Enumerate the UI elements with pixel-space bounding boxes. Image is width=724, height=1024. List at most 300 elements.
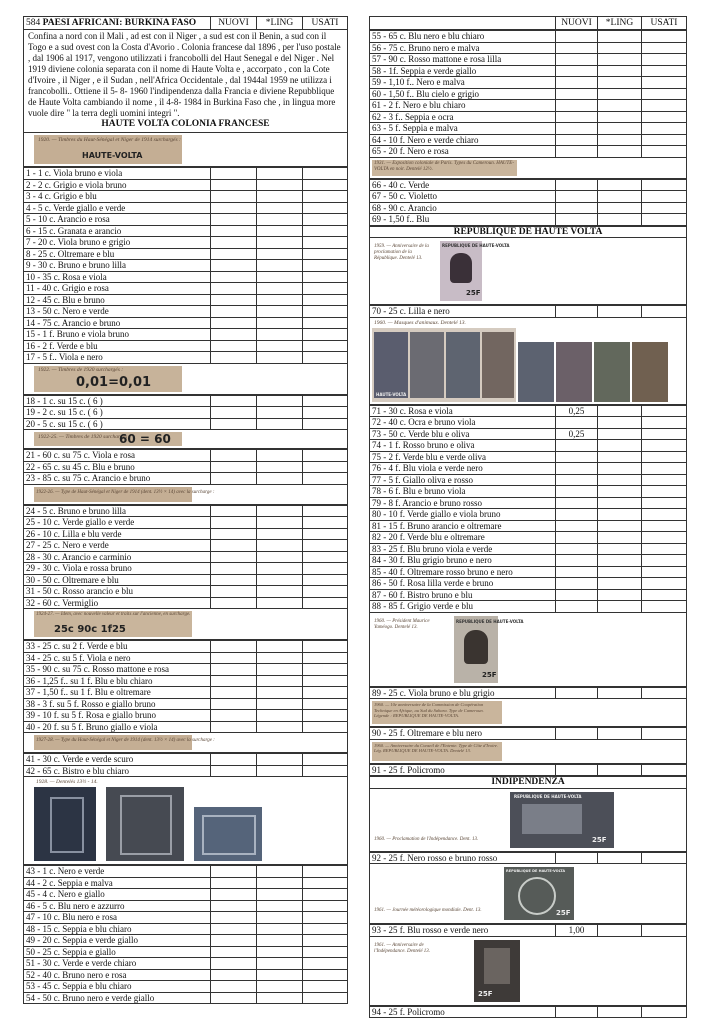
row-nuovi-cell (556, 88, 598, 100)
row-nuovi-cell (211, 473, 257, 485)
section-row-indipendenza (369, 776, 687, 789)
row-description: 15 - 1 f. Bruno e viola bruno (24, 329, 211, 341)
row-ling-cell (598, 555, 642, 567)
catalogue-row (370, 100, 687, 112)
row-ling-cell (257, 418, 303, 430)
row-description: 14 - 75 c. Arancio e bruno (24, 317, 211, 329)
row-usati-cell (303, 866, 348, 878)
stamp-label: HAUTE-VOLTA (376, 391, 407, 397)
row-nuovi-cell (211, 597, 257, 609)
row-ling-cell (598, 77, 642, 89)
row-nuovi-cell (556, 214, 598, 226)
stamp-caption: 1922-26. — Type de Haut-Sénégal et Niger de 1914 (dent. 13½ × 14) avec la surcharge : (36, 489, 215, 495)
left-column (23, 16, 348, 1004)
row-ling-cell (598, 509, 642, 521)
row-usati-cell (303, 260, 348, 272)
globe-shape (518, 877, 556, 915)
row-description: 52 - 40 c. Bruno nero e rosa (24, 969, 211, 981)
stamp-table-r6 (369, 727, 687, 740)
stamp-table-r7 (369, 764, 687, 777)
catalogue-row (24, 225, 348, 237)
row-nuovi-cell (556, 566, 598, 578)
section-title-colonia: HAUTE VOLTA COLONIA FRANCESE (101, 119, 270, 129)
row-description: 39 - 10 f. su 5 f. Rosa e giallo bruno (24, 710, 211, 722)
row-ling-cell (598, 65, 642, 77)
row-description: 63 - 5 f. Seppia e malva (370, 123, 556, 135)
row-usati-cell (303, 461, 348, 473)
row-nuovi-cell (211, 923, 257, 935)
intro-paragraph: Confina a nord con il Mali , ad est con il Niger , a sud est con il Benin, a sud con il Togo e a sud ovest con la Costa d'Avorio . Colonia francese dal 1896 , per l'uso postale , dal 1906 al 1917, vengono utilizzati i francobolli del Haut Senegal e del Niger . Nel 1919 diviene colonia separata con il nome di Haute Volta e , accorpato , con la Cote d'Ivoire , il Niger , e il Sudan , nell'Africa Occidentale , dal 1944al 1959 ne utilizza i francobolli.. Ottiene il 5- 8- 1960 l'indipendenza dalla Francia e diviene Repubblique de Haute Volta cambiando il nome , il 4-8- 1984 in Burkina Faso che , in lingua more vuole dire " la terra degli uomini integri ". (28, 31, 341, 118)
header-usati: USATI (642, 17, 687, 30)
row-description: 13 - 50 c. Nero e verde (24, 306, 211, 318)
row-description: 5 - 10 c. Arancio e rosa (24, 214, 211, 226)
row-nuovi-cell (211, 721, 257, 733)
stamp-image (440, 241, 510, 301)
catalogue-row (24, 563, 348, 575)
stamp-image-3 (194, 807, 262, 861)
row-description: 60 - 1,50 f.. Blu cielo e grigio (370, 88, 556, 100)
row-nuovi-cell (556, 520, 598, 532)
row-nuovi-cell (211, 395, 257, 407)
row-usati-cell (303, 551, 348, 563)
stamp-illustration-3 (23, 430, 348, 449)
row-usati-cell (642, 687, 687, 699)
row-description: 93 - 25 f. Blu rosso e verde nero (370, 925, 556, 937)
row-usati-cell (303, 237, 348, 249)
catalogue-row (24, 248, 348, 260)
stamp-caption: 1960. — Proclamation de l'Indépendance. Dent. 13. (374, 836, 479, 842)
flag-shape (484, 948, 510, 984)
row-description: 45 - 4 c. Nero e giallo (24, 889, 211, 901)
row-description: 1 - 1 c. Viola bruno e viola (24, 168, 211, 180)
row-description: 40 - 20 f. su 5 f. Bruno giallo e viola (24, 721, 211, 733)
row-usati-cell (303, 294, 348, 306)
row-ling-cell (598, 42, 642, 54)
stamp-table-r3 (369, 305, 687, 318)
row-ling-cell (598, 306, 642, 318)
row-nuovi-cell (556, 589, 598, 601)
row-ling-cell (257, 877, 303, 889)
row-description: 92 - 25 f. Nero rosso e bruno rosso (370, 852, 556, 864)
stamp-illustration-7 (23, 777, 348, 865)
row-usati-cell (642, 405, 687, 417)
row-nuovi-cell (211, 687, 257, 699)
catalogue-row (370, 728, 687, 740)
stamp-text: REPUBLIQUE DE HAUTE-VOLTA (514, 793, 582, 799)
row-usati-cell (642, 852, 687, 864)
row-usati-cell (642, 532, 687, 544)
row-nuovi-cell (211, 652, 257, 664)
catalogue-row (370, 509, 687, 521)
row-ling-cell (257, 574, 303, 586)
row-nuovi-cell (556, 687, 598, 699)
row-usati-cell (642, 417, 687, 429)
row-description: 55 - 65 c. Blu nero e blu chiaro (370, 31, 556, 43)
row-ling-cell (257, 306, 303, 318)
row-nuovi-cell (556, 417, 598, 429)
portrait (464, 630, 488, 664)
catalogue-row (24, 407, 348, 419)
row-usati-cell (303, 505, 348, 517)
page-title-cell (24, 17, 211, 30)
row-usati-cell (303, 992, 348, 1004)
catalogue-row (24, 179, 348, 191)
catalogue-row (24, 912, 348, 924)
catalogue-row (24, 551, 348, 563)
row-description: 17 - 5 f.. Viola e nero (24, 352, 211, 364)
row-ling-cell (257, 168, 303, 180)
row-description: 50 - 25 c. Seppia e giallo (24, 946, 211, 958)
catalogue-row (370, 601, 687, 613)
row-ling-cell (257, 710, 303, 722)
row-ling-cell (257, 866, 303, 878)
stamp-value: 25F (478, 989, 493, 998)
row-ling-cell (598, 179, 642, 191)
row-ling-cell (257, 664, 303, 676)
catalogue-row (370, 589, 687, 601)
stamp-image-2 (106, 787, 184, 861)
row-nuovi-cell (211, 168, 257, 180)
row-usati-cell (303, 946, 348, 958)
row-ling-cell (257, 923, 303, 935)
stamp-image (510, 792, 614, 848)
row-nuovi-cell (556, 440, 598, 452)
row-nuovi-cell (556, 532, 598, 544)
row-usati-cell (303, 877, 348, 889)
row-ling-cell (598, 543, 642, 555)
portrait (450, 253, 472, 283)
row-ling-cell (257, 946, 303, 958)
row-usati-cell (303, 586, 348, 598)
catalogue-row (24, 306, 348, 318)
row-ling-cell (598, 532, 642, 544)
row-usati-cell (642, 428, 687, 440)
row-usati-cell (642, 566, 687, 578)
catalogue-row (370, 179, 687, 191)
catalogue-row (24, 202, 348, 214)
row-nuovi-cell (211, 675, 257, 687)
catalogue-row (24, 935, 348, 947)
catalogue-row (24, 754, 348, 766)
row-description: 2 - 2 c. Grigio e viola bruno (24, 179, 211, 191)
row-usati-cell (303, 574, 348, 586)
row-nuovi-cell (556, 191, 598, 203)
row-description: 80 - 10 f. Verde giallo e viola bruno (370, 509, 556, 521)
row-ling-cell (257, 395, 303, 407)
row-nuovi-cell (211, 271, 257, 283)
catalogue-row (24, 517, 348, 529)
stamp-surcharge: HAUTE-VOLTA (82, 151, 143, 160)
row-ling-cell (257, 721, 303, 733)
row-ling-cell (598, 88, 642, 100)
row-ling-cell (598, 764, 642, 776)
catalogue-row (24, 946, 348, 958)
row-usati-cell (303, 517, 348, 529)
catalogue-row (370, 687, 687, 699)
row-ling-cell (598, 566, 642, 578)
catalogue-row (370, 543, 687, 555)
row-nuovi-cell (556, 100, 598, 112)
catalogue-row (24, 958, 348, 970)
row-ling-cell (257, 505, 303, 517)
row-description: 75 - 2 f. Verde blu e verde oliva (370, 451, 556, 463)
row-usati-cell (303, 912, 348, 924)
row-description: 4 - 5 c. Verde giallo e verde (24, 202, 211, 214)
row-usati-cell (303, 721, 348, 733)
mask-stamp-6 (556, 342, 592, 402)
row-ling-cell (598, 405, 642, 417)
row-ling-cell (598, 728, 642, 740)
catalogue-row (24, 294, 348, 306)
row-usati-cell (303, 271, 348, 283)
row-description: 9 - 30 c. Bruno e bruno lilla (24, 260, 211, 272)
stamp-caption: 1922-25. — Timbres de 1920 surchargés : (38, 434, 131, 440)
row-nuovi-cell (211, 946, 257, 958)
row-description: 62 - 3 f.. Seppia e ocra (370, 111, 556, 123)
row-nuovi-cell (211, 889, 257, 901)
row-description: 94 - 25 f. Policromo (370, 1006, 556, 1018)
row-description: 10 - 35 c. Rosa e viola (24, 271, 211, 283)
row-nuovi-cell (556, 578, 598, 590)
row-description: 7 - 20 c. Viola bruno e grigio (24, 237, 211, 249)
catalogue-row (370, 111, 687, 123)
row-nuovi-cell (211, 248, 257, 260)
left-header (23, 16, 348, 30)
row-usati-cell (303, 563, 348, 575)
row-usati-cell (303, 958, 348, 970)
row-usati-cell (642, 440, 687, 452)
row-description: 74 - 1 f. Rosso bruno e oliva (370, 440, 556, 452)
row-nuovi-cell (211, 912, 257, 924)
row-nuovi-cell (211, 900, 257, 912)
row-usati-cell (642, 306, 687, 318)
catalogue-row (370, 42, 687, 54)
row-nuovi-cell (211, 710, 257, 722)
stamp-caption: 1924-27. — Idem, avec nouvelle valeur et traits sur l'ancienne, en surcharge. (36, 612, 191, 617)
row-usati-cell (642, 65, 687, 77)
row-nuovi-cell (211, 329, 257, 341)
row-description: 49 - 20 c. Seppia e verde giallo (24, 935, 211, 947)
row-description: 23 - 85 c. su 75 c. Arancio e bruno (24, 473, 211, 485)
catalogue-row (24, 675, 348, 687)
mask-stamp-2 (410, 332, 444, 398)
stamp-illustration-5 (23, 609, 348, 640)
row-usati-cell (642, 100, 687, 112)
catalogue-row (24, 586, 348, 598)
catalogue-row (370, 555, 687, 567)
stamp-caption: 1920. — Timbres du Haut-Sénégal et Niger de 1914 surchargés : (38, 137, 181, 143)
row-description: 69 - 1,50 f.. Blu (370, 214, 556, 226)
catalogue-row (24, 721, 348, 733)
row-ling-cell (598, 417, 642, 429)
stamp-table-2 (23, 395, 348, 431)
stamp-value: 25F (482, 670, 497, 679)
row-nuovi-cell (211, 214, 257, 226)
catalogue-row (24, 528, 348, 540)
catalogue-row (24, 765, 348, 777)
row-description: 32 - 60 c. Vermiglio (24, 597, 211, 609)
row-usati-cell (303, 329, 348, 341)
row-ling-cell (257, 687, 303, 699)
stamp-caption: 1960. — Président Maurice Yaméogo. Dentelé 13. (374, 618, 430, 630)
stamp-image (504, 867, 574, 920)
row-usati-cell (303, 340, 348, 352)
row-ling-cell (598, 687, 642, 699)
row-usati-cell (303, 395, 348, 407)
row-description: 84 - 30 f. Blu grigio bruno e nero (370, 555, 556, 567)
row-description: 18 - 1 c. su 15 c. ( 6 ) (24, 395, 211, 407)
stamp-illustration-r7 (369, 789, 687, 852)
row-ling-cell (257, 958, 303, 970)
row-ling-cell (598, 578, 642, 590)
catalogue-row (370, 852, 687, 864)
section-title-republique: REPUBLIQUE DE HAUTE VOLTA (370, 226, 687, 238)
mask-stamp-7 (594, 342, 630, 402)
page-title: PAESI AFRICANI: BURKINA FASO (42, 17, 197, 28)
catalogue-row (370, 1006, 687, 1018)
row-nuovi-cell (211, 958, 257, 970)
row-nuovi-cell (556, 543, 598, 555)
row-description: 91 - 25 f. Policromo (370, 764, 556, 776)
stamp-text: REPUBLIQUE DE HAUTE-VOLTA (456, 618, 524, 624)
row-ling-cell (598, 111, 642, 123)
stamp-value: 25F (466, 289, 481, 297)
row-description: 73 - 50 c. Verde blu e oliva (370, 428, 556, 440)
row-ling-cell (257, 912, 303, 924)
row-usati-cell (642, 1006, 687, 1018)
catalogue-row (24, 271, 348, 283)
row-nuovi-cell (556, 497, 598, 509)
stamp-frame (120, 795, 172, 855)
row-nuovi-cell (211, 352, 257, 364)
stamp-illustration-2 (23, 364, 348, 395)
row-ling-cell (257, 935, 303, 947)
stamp-value: 25F (556, 909, 571, 917)
row-description: 33 - 25 c. su 2 f. Verde e blu (24, 641, 211, 653)
row-ling-cell (257, 191, 303, 203)
row-ling-cell (598, 31, 642, 43)
row-nuovi-cell (556, 77, 598, 89)
row-nuovi-cell (556, 474, 598, 486)
row-nuovi-cell (211, 260, 257, 272)
row-nuovi-cell (211, 877, 257, 889)
catalogue-row (24, 283, 348, 295)
row-usati-cell (303, 664, 348, 676)
stamp-table-r2 (369, 179, 687, 226)
row-ling-cell (598, 54, 642, 66)
stamp-caption: 1931. — Exposition coloniale de Paris. Types du Cameroun. HAUTE-VOLTA en noir. Dentelé 12½. (374, 160, 514, 172)
row-nuovi-cell (556, 451, 598, 463)
stamp-illustration-r5 (369, 699, 687, 727)
row-ling-cell (257, 225, 303, 237)
catalogue-row (24, 191, 348, 203)
row-description: 37 - 1,50 f.. su 1 f. Blu e oltremare (24, 687, 211, 699)
catalogue-row (24, 395, 348, 407)
header-nuovi: NUOVI (556, 17, 598, 30)
row-usati-cell (303, 283, 348, 295)
row-usati-cell (642, 134, 687, 146)
row-usati-cell (642, 214, 687, 226)
row-usati-cell (303, 225, 348, 237)
row-usati-cell (642, 764, 687, 776)
catalogue-row (370, 578, 687, 590)
row-usati-cell (303, 540, 348, 552)
row-nuovi-cell (556, 65, 598, 77)
stamp-surcharge: 25c 90c 1f25 (54, 624, 126, 635)
row-ling-cell (257, 317, 303, 329)
row-ling-cell (257, 981, 303, 993)
row-ling-cell (598, 589, 642, 601)
catalogue-row (24, 877, 348, 889)
row-ling-cell (598, 100, 642, 112)
row-usati-cell (642, 146, 687, 158)
row-usati-cell (642, 497, 687, 509)
stamp-caption: 1928. — Dentelés 13½ - 14. (36, 779, 98, 785)
row-description: 22 - 65 c. su 45 c. Blu e bruno (24, 461, 211, 473)
row-usati-cell (303, 675, 348, 687)
row-usati-cell (303, 900, 348, 912)
row-description: 6 - 15 c. Granata e arancio (24, 225, 211, 237)
catalogue-row (24, 687, 348, 699)
stamp-table-6 (23, 753, 348, 777)
row-description: 54 - 50 c. Bruno nero e verde giallo (24, 992, 211, 1004)
catalogue-row (370, 566, 687, 578)
row-ling-cell (257, 563, 303, 575)
stamp-caption: 1927-28. — Type du Haut-Sénégal et Niger de 1914 (dent. 13½ × 14) avec la surcharge : (36, 738, 215, 743)
row-description: 41 - 30 c. Verde e verde scuro (24, 754, 211, 766)
row-ling-cell (257, 698, 303, 710)
catalogue-row (370, 486, 687, 498)
row-description: 11 - 40 c. Grigio e rosa (24, 283, 211, 295)
stamp-table-1 (23, 167, 348, 364)
stamp-illustration-r4 (369, 613, 687, 687)
row-ling-cell (598, 497, 642, 509)
stamp-table-5 (23, 640, 348, 733)
row-description: 87 - 60 f. Bistro bruno e blu (370, 589, 556, 601)
row-usati-cell (303, 652, 348, 664)
stamp-table-4 (23, 505, 348, 610)
row-nuovi-cell (211, 237, 257, 249)
row-description: 76 - 4 f. Blu viola e verde nero (370, 463, 556, 475)
row-usati-cell (303, 214, 348, 226)
catalogue-row (370, 88, 687, 100)
stamp-illustration-r6 (369, 740, 687, 764)
row-description: 64 - 10 f. Nero e verde chiaro (370, 134, 556, 146)
row-usati-cell (303, 352, 348, 364)
row-nuovi-cell (556, 31, 598, 43)
row-usati-cell (303, 248, 348, 260)
catalogue-row (370, 764, 687, 776)
row-usati-cell (642, 191, 687, 203)
row-description: 70 - 25 c. Lilla e nero (370, 306, 556, 318)
row-nuovi-cell: 1,00 (556, 925, 598, 937)
stamp-image-1 (34, 787, 96, 861)
row-usati-cell (303, 179, 348, 191)
row-usati-cell (303, 969, 348, 981)
stamp-sheet (372, 328, 516, 402)
row-nuovi-cell (211, 179, 257, 191)
row-usati-cell (303, 407, 348, 419)
row-nuovi-cell (556, 486, 598, 498)
row-description: 78 - 6 f. Blu e bruno viola (370, 486, 556, 498)
stamp-illustration-1 (23, 133, 348, 167)
row-description: 27 - 25 c. Nero e verde (24, 540, 211, 552)
row-ling-cell (598, 486, 642, 498)
catalogue-row (24, 418, 348, 430)
row-nuovi-cell (211, 586, 257, 598)
catalogue-row (24, 352, 348, 364)
row-ling-cell (257, 517, 303, 529)
